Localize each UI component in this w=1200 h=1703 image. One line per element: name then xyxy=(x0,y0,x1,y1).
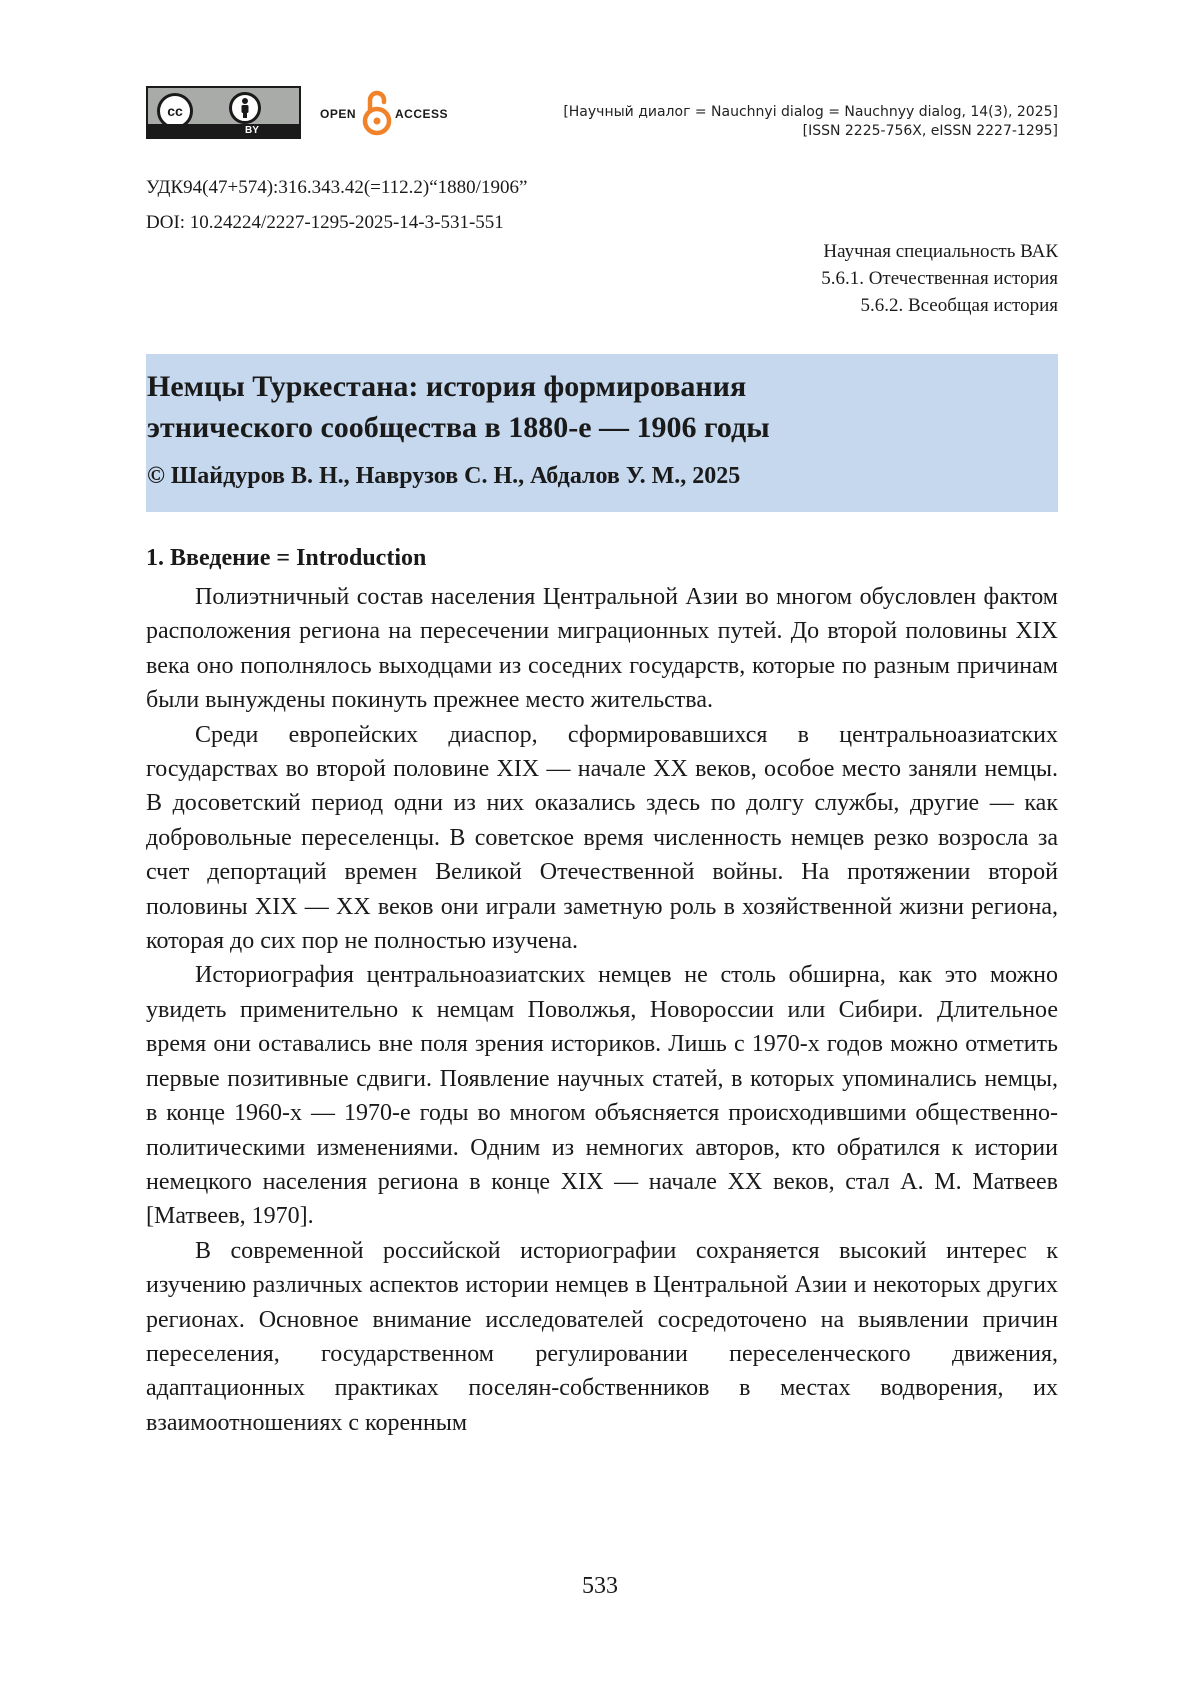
body-paragraph: Полиэтничный состав населения Центральной Азии во многом обусловлен фактом расположения региона на пересечении миграционных путей. До второй половины XIX века оно пополнялось выходцами из соседних государств, которые по разным причинам были вынуждены покинуть прежнее место жительства. xyxy=(146,584,1058,714)
section-heading: 1. Введение = Introduction xyxy=(146,545,427,571)
body-paragraph: Среди европейских диаспор, сформировавшихся в центральноазиатских государствах во второй половине XIX — начале XX веков, особое место заняли немцы. В досоветский период одни из них оказались здесь по долгу службы, другие — как добровольные переселенцы. В советское время численность немцев резко возросла за счет депортаций времен Великой Отечественной войны. На протяжении второй половины XIX — XX веков они играли заметную роль в хозяйственной жизни региона, которая до сих пор не полностью изучена. xyxy=(146,721,1058,955)
specialty-item: 5.6.1. Отечественная история xyxy=(821,268,1058,289)
vak-specialty xyxy=(821,238,1058,319)
article-title-box xyxy=(146,354,1058,512)
page-number: 533 xyxy=(582,1573,618,1599)
cc-label: cc xyxy=(167,103,183,119)
specialty-item: 5.6.2. Всеобщая история xyxy=(860,295,1058,316)
article-title-line: этнического сообщества в 1880-е — 1906 годы xyxy=(147,411,770,444)
body-text xyxy=(146,580,1058,1440)
journal-reference xyxy=(563,103,1058,141)
by-strip xyxy=(148,124,299,137)
doi[interactable]: DOI: 10.24224/2227-1295-2025-14-3-531-551 xyxy=(146,212,504,233)
by-label: BY xyxy=(245,125,259,136)
attribution-person-icon xyxy=(229,92,261,124)
journal-citation: [Научный диалог = Nauchnyi dialog = Nauchnyy dialog, 14(3), 2025] xyxy=(563,104,1058,120)
open-access-open-text: OPEN xyxy=(320,107,357,121)
open-access-access-text: ACCESS xyxy=(395,107,449,121)
open-access-logo xyxy=(320,88,460,138)
article-title-line: Немцы Туркестана: история формирования xyxy=(147,370,747,403)
body-paragraph: Историография центральноазиатских немцев не столь обширна, как это можно увидеть применительно к немцам Поволжья, Новороссии или Сибири. Длительное время они оставались вне поля зрения историков. Лишь с 1970-х годов можно отметить первые позитивные сдвиги. Появление научных статей, в которых упоминались немцы, в конце 1960-х — 1970-е годы во многом объясняется происходившими общественно-политическими изменениями. Одним из немногих авторов, кто обратился к истории немецкого населения региона в конце XIX — начале XX веков, стал А. М. Матвеев [Матвеев, 1970]. xyxy=(146,962,1058,1230)
article-authors: © Шайдуров В. Н., Наврузов С. Н., Абдалов У. М., 2025 xyxy=(147,463,741,489)
journal-issn: [ISSN 2225-756X, eISSN 2227-1295] xyxy=(802,123,1058,139)
udk-code: УДК94(47+574):316.343.42(=112.2)“1880/1906” xyxy=(146,177,528,198)
specialty-heading: Научная специальность ВАК xyxy=(823,241,1058,262)
cc-by-license-badge xyxy=(146,86,301,139)
body-paragraph: В современной российской историографии сохраняется высокий интерес к изучению различных аспектов истории немцев в Центральной Азии и некоторых других регионах. Основное внимание исследователей сосредоточено на выявлении причин переселения, государственном регулировании переселенческого движения, адаптационных практиках поселян-собственников в местах водворения, их взаимоотношениях с коренным xyxy=(146,1237,1058,1436)
open-lock-icon xyxy=(362,88,392,138)
